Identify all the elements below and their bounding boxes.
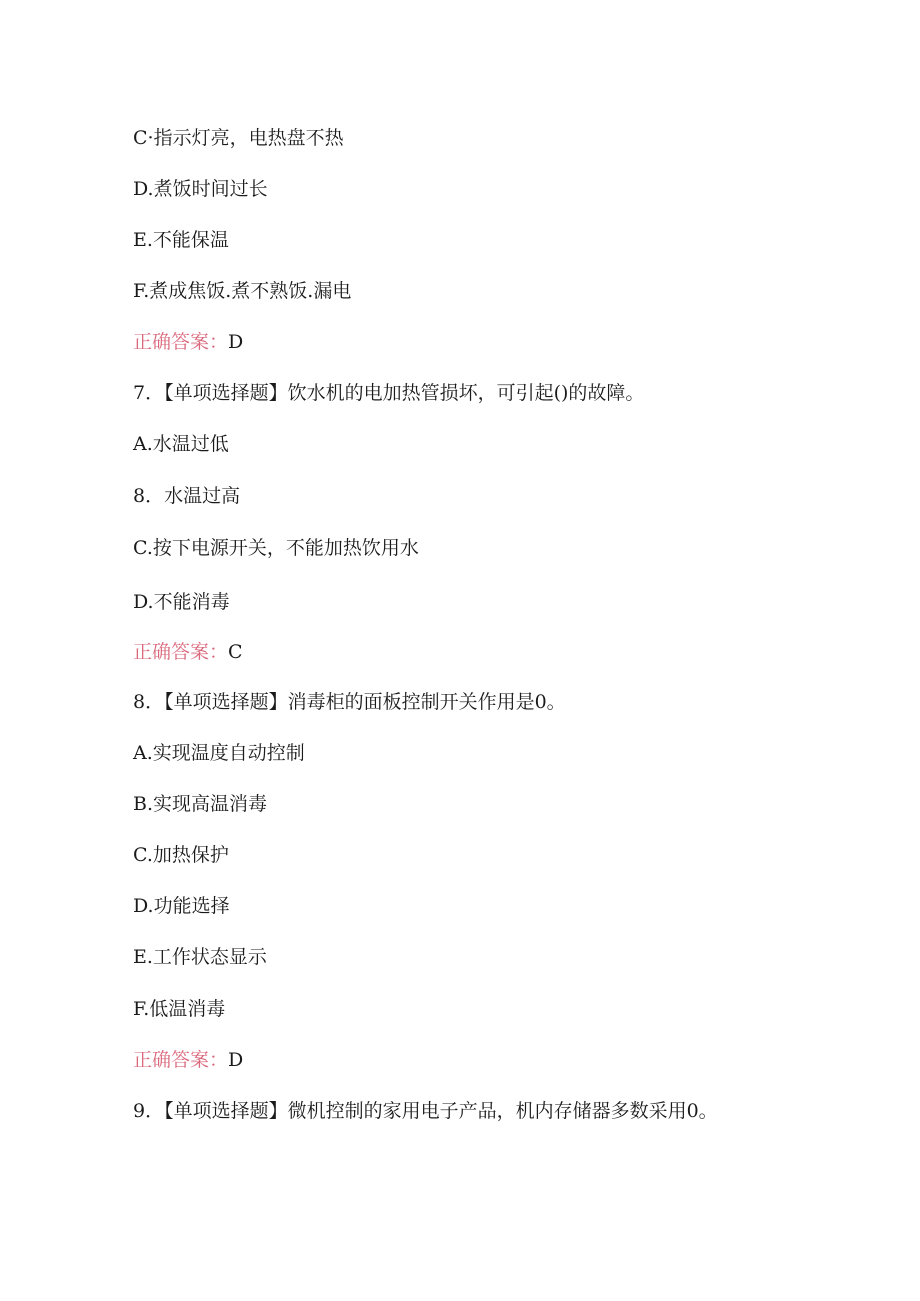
option-text: B.实现高温消毒: [133, 793, 268, 815]
option-text: C.按下电源开关，不能加热饮用水: [133, 537, 419, 559]
option-text: E.不能保温: [133, 229, 229, 251]
answer-line: [133, 330, 243, 354]
option-text: A.水温过低: [133, 433, 229, 455]
answer-value: D: [228, 331, 244, 353]
option-text: F.煮成焦饭.煮不熟饭.漏电: [133, 280, 352, 302]
option-text: F.低温消毒: [133, 998, 226, 1020]
option-text: D.功能选择: [133, 895, 230, 917]
option-text: D.煮饭时间过长: [133, 178, 268, 200]
option-text: 8．水温过高: [133, 485, 241, 507]
answer-label: 正确答案：: [133, 331, 229, 353]
answer-label: 正确答案：: [133, 641, 229, 663]
question-stem: 7．【单项选择题】饮水机的电加热管损坏，可引起()的故障。: [133, 382, 645, 404]
question-stem: 9．【单项选择题】微机控制的家用电子产品，机内存储器多数采用0。: [133, 1100, 718, 1122]
option-text: C.加热保护: [133, 844, 229, 866]
option-text: A.实现温度自动控制: [133, 742, 305, 764]
answer-value: C: [228, 641, 243, 663]
answer-line: [133, 640, 243, 664]
option-text: E.工作状态显示: [133, 946, 267, 968]
answer-label: 正确答案：: [133, 1049, 229, 1071]
question-stem: 8．【单项选择题】消毒柜的面板控制开关作用是0。: [133, 691, 566, 713]
answer-line: [133, 1048, 243, 1072]
answer-value: D: [228, 1049, 244, 1071]
option-text: C·指示灯亮，电热盘不热: [133, 127, 344, 149]
option-text: D.不能消毒: [133, 591, 230, 613]
